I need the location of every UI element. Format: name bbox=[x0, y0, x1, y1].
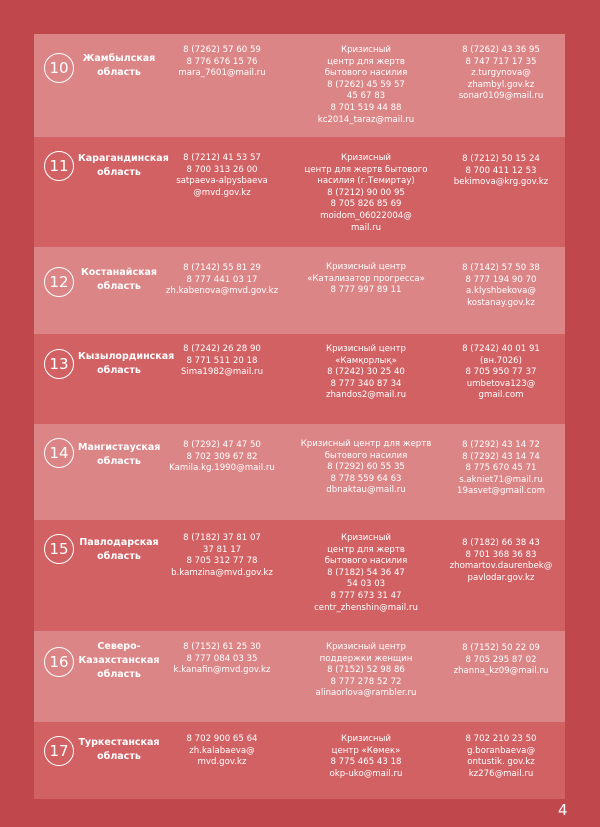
contact-line: satpaeva-alpysbaeva bbox=[176, 176, 268, 187]
akimat-contacts bbox=[446, 154, 556, 189]
email-text: kc2014_taraz@mail.ru bbox=[317, 114, 415, 125]
contact-line: Кризисный центр bbox=[326, 344, 406, 354]
email-text: mara_7601@mail.ru bbox=[178, 68, 266, 79]
contact-line: 8 701 368 36 83 bbox=[465, 549, 537, 560]
crisis-center-contacts bbox=[286, 45, 446, 126]
contact-line: 8 (7292) 43 14 72 bbox=[462, 440, 540, 450]
crisis-center-contacts bbox=[286, 153, 446, 234]
region-name bbox=[78, 350, 175, 378]
email-text: moidom_06022004@ bbox=[320, 210, 412, 221]
contact-line: 8 778 559 64 63 bbox=[330, 473, 402, 484]
contact-line: Кризисный bbox=[340, 533, 391, 543]
row-number-badge: 16 bbox=[44, 647, 74, 677]
akimat-contacts bbox=[446, 643, 556, 678]
region-row-11 bbox=[34, 137, 565, 247]
police-contacts bbox=[158, 263, 286, 298]
region-row-16 bbox=[34, 631, 565, 722]
contact-line: Кризисный bbox=[340, 153, 391, 163]
email-text: @mvd.gov.kz bbox=[193, 187, 251, 198]
contact-line: 8 747 717 17 35 bbox=[465, 56, 537, 67]
contact-line: 8 777 194 90 70 bbox=[465, 274, 537, 285]
contact-line: 8 705 950 77 37 bbox=[465, 367, 537, 378]
contact-line: центр для жертв bbox=[327, 56, 405, 67]
contact-line: 8 (7142) 57 50 38 bbox=[462, 263, 540, 273]
region-name bbox=[78, 736, 160, 764]
contact-line: 8 700 411 12 53 bbox=[465, 165, 537, 176]
contact-line: Кризисный центр для жертв bbox=[300, 439, 432, 449]
contact-line: mail.ru bbox=[350, 222, 382, 233]
contact-line: 8 (7292) 60 55 35 bbox=[327, 462, 405, 473]
contact-line: 8 (7262) 57 60 59 bbox=[183, 45, 261, 55]
contact-line: 8 777 340 87 34 bbox=[330, 378, 402, 389]
contact-line: 37 81 17 bbox=[202, 544, 242, 555]
region-row-10 bbox=[34, 34, 565, 137]
region-name-line: область bbox=[97, 456, 141, 467]
contact-line: 54 03 03 bbox=[346, 579, 386, 590]
contact-line: mvd.gov.kz bbox=[197, 757, 247, 768]
region-name bbox=[78, 152, 169, 180]
email-text: g.boranbaeva@ bbox=[466, 745, 536, 756]
contact-line: бытового насилия bbox=[324, 450, 408, 461]
region-name-line: Мангистауская bbox=[78, 442, 161, 453]
email-text: Kamila.kg.1990@mail.ru bbox=[169, 463, 275, 474]
region-name-line: область bbox=[97, 365, 141, 376]
region-name bbox=[78, 266, 160, 294]
contact-line: 8 (7242) 30 25 40 bbox=[327, 367, 405, 378]
email-text: alinaorlova@rambler.ru bbox=[315, 688, 417, 699]
contact-line: 8 (7242) 40 01 91 bbox=[462, 344, 540, 354]
contact-line: 8 (7212) 41 53 57 bbox=[183, 153, 261, 163]
email-text: sonar0109@mail.ru bbox=[458, 91, 544, 102]
region-name-line: Кызылординская bbox=[78, 351, 175, 362]
contact-line: 8 705 295 87 02 bbox=[465, 654, 537, 665]
contact-line: kostanay.gov.kz bbox=[467, 297, 535, 308]
page-number: 4 bbox=[558, 801, 568, 819]
police-contacts bbox=[158, 153, 286, 199]
contact-line: 8 (7182) 54 36 47 bbox=[327, 567, 405, 578]
contact-line: 8 (7152) 50 22 09 bbox=[462, 643, 540, 653]
contact-line: 8 777 278 52 72 bbox=[330, 676, 402, 687]
crisis-center-contacts bbox=[286, 439, 446, 497]
crisis-center-contacts bbox=[286, 533, 446, 614]
email-text: centr_zhenshin@mail.ru bbox=[314, 602, 418, 613]
row-number-badge: 10 bbox=[44, 53, 74, 83]
region-name bbox=[78, 536, 160, 564]
contact-line: 8 (7142) 55 81 29 bbox=[183, 263, 261, 273]
row-number-badge: 11 bbox=[44, 151, 74, 181]
akimat-contacts bbox=[446, 440, 556, 498]
region-row-12 bbox=[34, 247, 565, 334]
contact-line: поддержки женщин bbox=[319, 653, 413, 664]
region-name-line: область bbox=[97, 67, 141, 78]
contact-line: 8 777 084 03 35 bbox=[186, 653, 258, 664]
crisis-center-contacts bbox=[286, 262, 446, 297]
contact-line: ontustik. gov.kz bbox=[467, 757, 535, 768]
region-name bbox=[78, 441, 160, 469]
email-text: zhanna_kz09@mail.ru bbox=[453, 666, 549, 677]
contact-line: (вн.7026) bbox=[480, 355, 522, 366]
email-text: zh.kabenova@mvd.gov.kz bbox=[165, 286, 279, 297]
region-name bbox=[78, 640, 160, 682]
contact-line: 8 705 312 77 78 bbox=[186, 556, 258, 567]
crisis-center-contacts bbox=[286, 642, 446, 700]
region-name-line: Павлодарская bbox=[79, 537, 159, 548]
contact-line: центр для жертв bbox=[327, 544, 405, 555]
akimat-contacts bbox=[446, 344, 556, 402]
crisis-center-contacts bbox=[286, 734, 446, 780]
region-row-15 bbox=[34, 520, 565, 631]
contact-line: 45 67 83 bbox=[346, 91, 386, 102]
contact-line: Кризисный bbox=[340, 45, 391, 55]
akimat-contacts bbox=[446, 263, 556, 309]
email-text: bekimova@krg.gov.kz bbox=[453, 177, 549, 188]
contact-line: центр для жертв бытового bbox=[304, 164, 428, 175]
region-name-line: Костанайская bbox=[80, 267, 158, 278]
akimat-contacts bbox=[446, 734, 556, 780]
contact-line: 8 777 673 31 47 bbox=[330, 590, 402, 601]
contact-line: 8 702 900 65 64 bbox=[186, 734, 258, 744]
contact-line: Кризисный центр bbox=[326, 642, 406, 652]
region-name-line: Туркестанская bbox=[78, 737, 160, 748]
contact-line: 8 (7182) 66 38 43 bbox=[462, 538, 540, 548]
region-row-14 bbox=[34, 424, 565, 520]
contact-line: 8 (7212) 50 15 24 bbox=[462, 154, 540, 164]
contact-line: «Катализатор прогресса» bbox=[307, 273, 425, 284]
email-text: dbnaktau@mail.ru bbox=[326, 485, 406, 496]
region-name-line: Карагандинская bbox=[78, 153, 169, 164]
contact-line: 8 (7152) 52 98 86 bbox=[327, 665, 405, 676]
contact-line: 8 777 441 03 17 bbox=[186, 274, 258, 285]
contact-line: pavlodar.gov.kz bbox=[467, 572, 535, 583]
region-name-line: область bbox=[97, 551, 141, 562]
contact-line: 8 776 676 15 76 bbox=[186, 56, 258, 67]
akimat-contacts bbox=[446, 45, 556, 103]
contact-line: центр «Көмек» bbox=[331, 745, 401, 756]
row-number-badge: 17 bbox=[44, 736, 74, 766]
police-contacts bbox=[158, 642, 286, 677]
region-name-line: область bbox=[97, 281, 141, 292]
email-text: z.turgynova@ bbox=[471, 68, 531, 79]
region-name-line: область bbox=[97, 669, 141, 680]
contact-line: 8 701 519 44 88 bbox=[330, 102, 402, 113]
police-contacts bbox=[158, 533, 286, 579]
email-text: zh.kalabaeva@ bbox=[189, 745, 255, 756]
email-text: zhandos2@mail.ru bbox=[325, 390, 407, 401]
contact-line: 8 775 465 43 18 bbox=[330, 757, 402, 768]
contact-line: 8 (7292) 43 14 74 bbox=[462, 451, 540, 462]
contact-line: 8 (7262) 45 59 57 bbox=[327, 79, 405, 90]
contact-line: 8 (7262) 43 36 95 bbox=[462, 45, 540, 55]
contact-line: Кризисный центр bbox=[326, 262, 406, 272]
row-number-badge: 12 bbox=[44, 267, 74, 297]
email-text: a.klyshbekova@ bbox=[466, 286, 536, 297]
contact-line: zhambyl.gov.kz bbox=[467, 79, 535, 90]
contact-line: 8 705 826 85 69 bbox=[330, 199, 402, 210]
contact-line: 8 700 313 26 00 bbox=[186, 164, 258, 175]
contact-line: 8 775 670 45 71 bbox=[465, 463, 537, 474]
region-name-line: Казахстанская bbox=[78, 655, 160, 666]
email-text: Sima1982@mail.ru bbox=[180, 367, 264, 378]
email-text: umbetova123@ bbox=[466, 378, 536, 389]
email-text: kz276@mail.ru bbox=[468, 768, 534, 779]
email-text: okp-uko@mail.ru bbox=[329, 768, 403, 779]
row-number-badge: 14 bbox=[44, 438, 74, 468]
contact-line: Кризисный bbox=[340, 734, 391, 744]
contact-line: 8 702 210 23 50 bbox=[465, 734, 537, 744]
contact-line: бытового насилия bbox=[324, 556, 408, 567]
contact-line: 8 (7212) 90 00 95 bbox=[327, 187, 405, 198]
email-text: s.akniet71@mail.ru bbox=[459, 474, 543, 485]
contact-line: 8 (7292) 47 47 50 bbox=[183, 440, 261, 450]
contact-line: «Камқорлық» bbox=[335, 355, 397, 366]
region-name-line: Жамбылская bbox=[82, 53, 156, 64]
contacts-table bbox=[34, 34, 565, 799]
contact-line: 8 777 997 89 11 bbox=[330, 285, 402, 296]
crisis-center-contacts bbox=[286, 344, 446, 402]
police-contacts bbox=[158, 344, 286, 379]
row-number-badge: 15 bbox=[44, 534, 74, 564]
contact-line: 8 (7242) 26 28 90 bbox=[183, 344, 261, 354]
contact-line: бытового насилия bbox=[324, 68, 408, 79]
contact-line: 8 (7182) 37 81 07 bbox=[183, 533, 261, 543]
contact-line: 8 771 511 20 18 bbox=[186, 355, 258, 366]
email-text: k.kanafin@mvd.gov.kz bbox=[173, 665, 271, 676]
region-row-13 bbox=[34, 334, 565, 424]
email-text: zhomartov.daurenbek@ bbox=[449, 561, 553, 572]
region-name bbox=[78, 52, 160, 80]
contact-line: 8 702 309 67 82 bbox=[186, 451, 258, 462]
contact-line: 8 (7152) 61 25 30 bbox=[183, 642, 261, 652]
region-row-17 bbox=[34, 722, 565, 799]
contact-line: gmail.com bbox=[478, 390, 524, 401]
email-text: 19asvet@gmail.com bbox=[457, 486, 545, 497]
region-name-line: область bbox=[97, 751, 141, 762]
region-name-line: область bbox=[97, 167, 141, 178]
row-number-badge: 13 bbox=[44, 349, 74, 379]
akimat-contacts bbox=[446, 538, 556, 584]
police-contacts bbox=[158, 45, 286, 80]
contact-line: насилия (г.Темиртау) bbox=[317, 176, 415, 187]
police-contacts bbox=[158, 440, 286, 475]
email-text: b.kamzina@mvd.gov.kz bbox=[171, 567, 273, 578]
police-contacts bbox=[158, 734, 286, 769]
region-name-line: Северо- bbox=[97, 641, 141, 652]
